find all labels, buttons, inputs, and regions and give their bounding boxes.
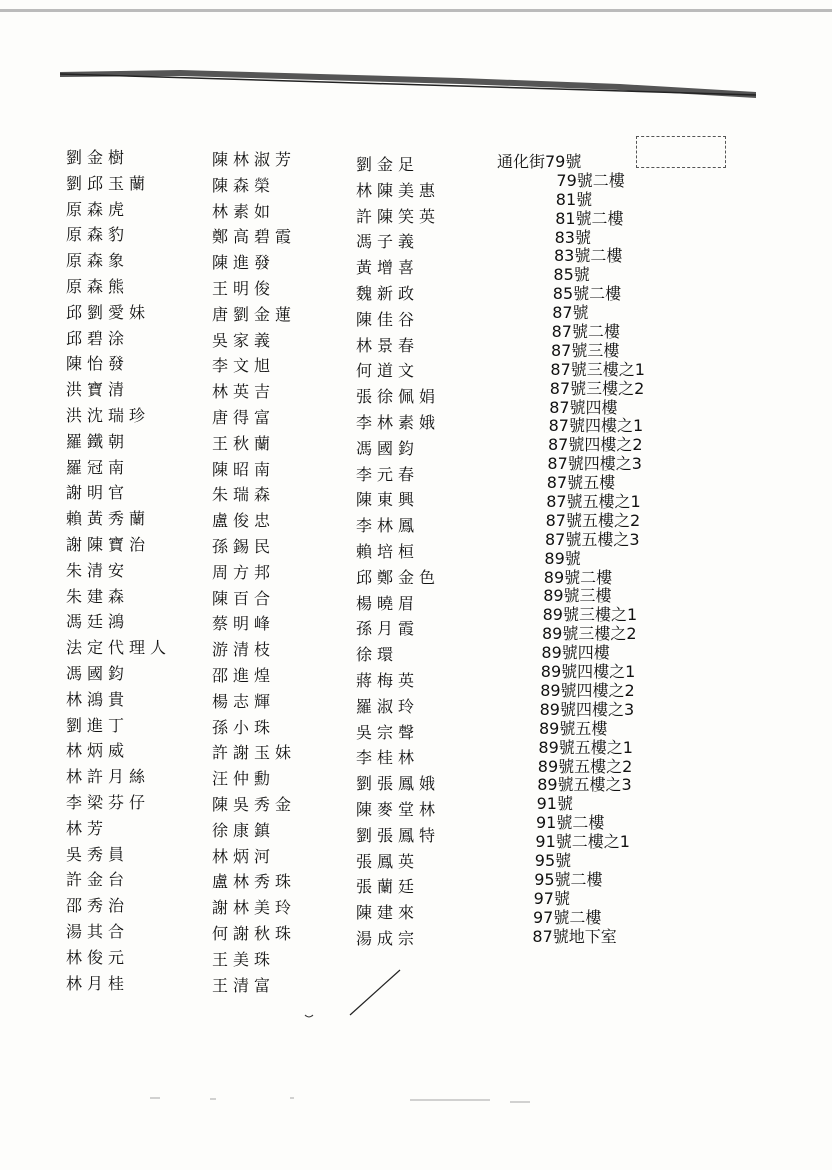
name-column-2 (212, 147, 296, 998)
person-name: 原森虎 (66, 199, 130, 219)
person-name: 周方邦 (212, 562, 276, 582)
person-name: 洪寶清 (66, 380, 130, 400)
person-name: 陳昭南 (212, 459, 276, 479)
person-name: 原森象 (66, 251, 130, 271)
person-name: 李文旭 (212, 356, 276, 376)
person-name: 孫小珠 (212, 717, 276, 737)
person-name: 洪沈瑞珍 (66, 405, 151, 425)
person-name: 邵秀治 (66, 896, 130, 916)
person-name: 王明俊 (212, 278, 276, 298)
person-name: 賴黃秀蘭 (66, 509, 151, 529)
person-name: 張蘭廷 (356, 877, 420, 897)
person-name: 羅淑玲 (356, 696, 420, 716)
address-entry: 83號二樓 (554, 246, 623, 266)
address-entry: 89號三樓 (543, 586, 612, 606)
address-entry: 91號 (536, 794, 573, 814)
person-name: 原森豹 (66, 225, 130, 245)
person-name: 蔡明峰 (212, 614, 276, 634)
address-entry: 87號四樓之3 (547, 454, 642, 474)
address-entry: 91號二樓之1 (535, 832, 630, 852)
person-name: 林景春 (356, 335, 420, 355)
person-name: 湯其合 (66, 921, 130, 941)
person-name: 林許月絲 (66, 767, 151, 787)
address-entry: 89號三樓之1 (542, 605, 638, 625)
person-name: 朱瑞森 (212, 485, 276, 505)
person-name: 徐環 (356, 645, 399, 665)
person-name: 劉張鳳娥 (356, 774, 441, 794)
person-name: 邵進煌 (212, 665, 276, 685)
person-name: 張鳳英 (356, 851, 420, 871)
person-name: 陳百合 (212, 588, 276, 608)
person-name: 許金台 (66, 870, 130, 890)
person-name: 李桂林 (356, 748, 420, 768)
person-name: 陳麥堂林 (356, 799, 441, 819)
person-name: 陳吳秀金 (212, 794, 297, 814)
person-name: 陳進發 (212, 253, 276, 273)
person-name: 林素如 (212, 201, 276, 221)
person-name: 劉進丁 (66, 715, 130, 735)
person-name: 許謝玉妹 (212, 743, 297, 763)
person-name: 法定代理人 (66, 638, 172, 658)
person-name: 李林素娥 (356, 412, 441, 432)
pen-mark (300, 960, 420, 1030)
person-name: 邱鄭金色 (356, 567, 441, 587)
top-scan-edge (0, 0, 832, 6)
person-name: 賴培桓 (356, 541, 420, 561)
person-name: 謝明官 (66, 483, 130, 503)
address-entry: 89號五樓之3 (537, 775, 632, 795)
address-entry: 87號五樓 (546, 473, 616, 493)
person-name: 陳森榮 (212, 175, 276, 195)
person-name: 楊曉眉 (356, 593, 420, 613)
name-column-1 (66, 145, 171, 996)
address-entry: 87號三樓 (551, 340, 620, 360)
person-name: 吳秀員 (66, 844, 130, 864)
person-name: 陳東興 (356, 490, 420, 510)
person-name: 謝陳寶治 (66, 534, 151, 554)
address-entry: 87號二樓 (551, 322, 620, 342)
address-entry: 通化街79號 (497, 152, 582, 171)
address-entry: 87號四樓之2 (548, 435, 643, 455)
address-entry: 79號二樓 (556, 170, 625, 190)
person-name: 謝林美玲 (212, 898, 297, 918)
person-name: 盧俊忠 (212, 511, 276, 531)
person-name: 邱碧涂 (66, 328, 130, 348)
address-column (497, 153, 645, 946)
address-entry: 81號二樓 (555, 208, 624, 228)
person-name: 鄭高碧霞 (212, 227, 297, 247)
address-entry: 87號地下室 (532, 926, 617, 946)
address-entry: 91號二樓 (536, 813, 605, 833)
person-name: 張徐佩娟 (356, 387, 441, 407)
address-entry: 87號四樓之1 (548, 416, 644, 436)
person-name: 林鴻貴 (66, 689, 130, 709)
person-name: 黃增喜 (356, 258, 420, 278)
person-name: 劉金足 (356, 155, 420, 174)
person-name: 王秋蘭 (212, 433, 276, 453)
person-name: 何道文 (356, 361, 420, 381)
address-entry: 87號五樓之2 (545, 510, 641, 530)
person-name: 馮廷鴻 (66, 612, 130, 632)
address-entry: 97號二樓 (533, 907, 602, 927)
person-name: 吳宗聲 (356, 722, 420, 742)
person-name: 林英吉 (212, 382, 276, 402)
person-name: 何謝秋珠 (212, 923, 297, 943)
person-name: 魏新政 (356, 283, 420, 303)
person-name: 徐康鎮 (212, 820, 276, 840)
person-name: 馮國鈞 (356, 438, 420, 458)
person-name: 陳建來 (356, 903, 420, 923)
person-name: 王美珠 (212, 949, 276, 969)
address-entry: 89號二樓 (543, 567, 613, 587)
person-name: 林陳美惠 (356, 180, 441, 200)
person-name: 吳家義 (212, 330, 276, 350)
address-entry: 95號 (534, 850, 572, 870)
person-name: 朱清安 (66, 560, 130, 580)
scan-noise (150, 1090, 570, 1110)
person-name: 陳怡發 (66, 354, 130, 374)
person-name: 蔣梅英 (356, 670, 420, 690)
person-name: 李元春 (356, 464, 420, 484)
person-name: 林芳 (66, 818, 109, 838)
person-name: 劉邱玉蘭 (66, 173, 151, 193)
address-entry: 89號四樓之1 (540, 662, 636, 682)
person-name: 林月桂 (66, 973, 130, 993)
person-name: 李林鳳 (356, 516, 420, 536)
person-name: 羅鐵朝 (66, 431, 130, 451)
address-entry: 85號二樓 (552, 284, 622, 304)
person-name: 盧林秀珠 (212, 872, 297, 892)
address-entry: 89號四樓 (541, 643, 610, 663)
address-entry: 95號二樓 (534, 869, 603, 889)
person-name: 湯成宗 (356, 928, 420, 948)
person-name: 邱劉愛妹 (66, 302, 151, 322)
address-entry: 89號三樓之2 (542, 624, 637, 644)
person-name: 李梁芬仔 (66, 792, 151, 812)
address-entry: 87號五樓之1 (546, 492, 641, 512)
name-column-3 (356, 152, 440, 952)
address-entry: 87號四樓 (549, 397, 618, 417)
person-name: 陳林淑芳 (212, 150, 297, 169)
person-name: 唐得富 (212, 407, 276, 427)
address-entry: 87號三樓之2 (549, 378, 645, 398)
address-entry: 89號 (544, 548, 581, 568)
person-name: 楊志輝 (212, 691, 276, 711)
stamp-box (636, 136, 726, 168)
address-entry: 85號 (553, 265, 590, 285)
address-entry: 89號四樓之2 (540, 680, 635, 700)
address-entry: 87號五樓之3 (545, 529, 640, 549)
address-entry: 87號三樓之1 (550, 359, 645, 379)
person-name: 游清枝 (212, 640, 276, 660)
address-entry: 89號四樓之3 (539, 699, 635, 719)
person-name: 馮國鈞 (66, 663, 130, 683)
header-rule (60, 64, 756, 100)
person-name: 林炳威 (66, 741, 130, 761)
person-name: 孫錫民 (212, 536, 276, 556)
person-name: 劉張鳳特 (356, 825, 441, 845)
person-name: 朱建森 (66, 586, 130, 606)
address-entry: 89號五樓 (539, 718, 608, 738)
person-name: 劉金樹 (66, 148, 130, 167)
address-entry: 97號 (533, 888, 570, 908)
address-entry: 89號五樓之2 (537, 756, 633, 776)
person-name: 孫月霞 (356, 619, 420, 639)
address-entry: 83號 (554, 227, 591, 247)
person-name: 汪仲勳 (212, 769, 276, 789)
person-name: 林炳河 (212, 846, 276, 866)
person-name: 許陳笑英 (356, 206, 441, 226)
person-name: 王清富 (212, 975, 276, 995)
address-entry: 87號 (552, 303, 589, 323)
address-entry: 81號 (555, 189, 593, 209)
person-name: 陳佳谷 (356, 309, 420, 329)
person-name: 唐劉金蓮 (212, 304, 297, 324)
person-name: 林俊元 (66, 947, 130, 967)
person-name: 原森熊 (66, 276, 130, 296)
person-name: 羅冠南 (66, 457, 130, 477)
address-entry: 89號五樓之1 (538, 737, 633, 757)
person-name: 馮子義 (356, 232, 420, 252)
